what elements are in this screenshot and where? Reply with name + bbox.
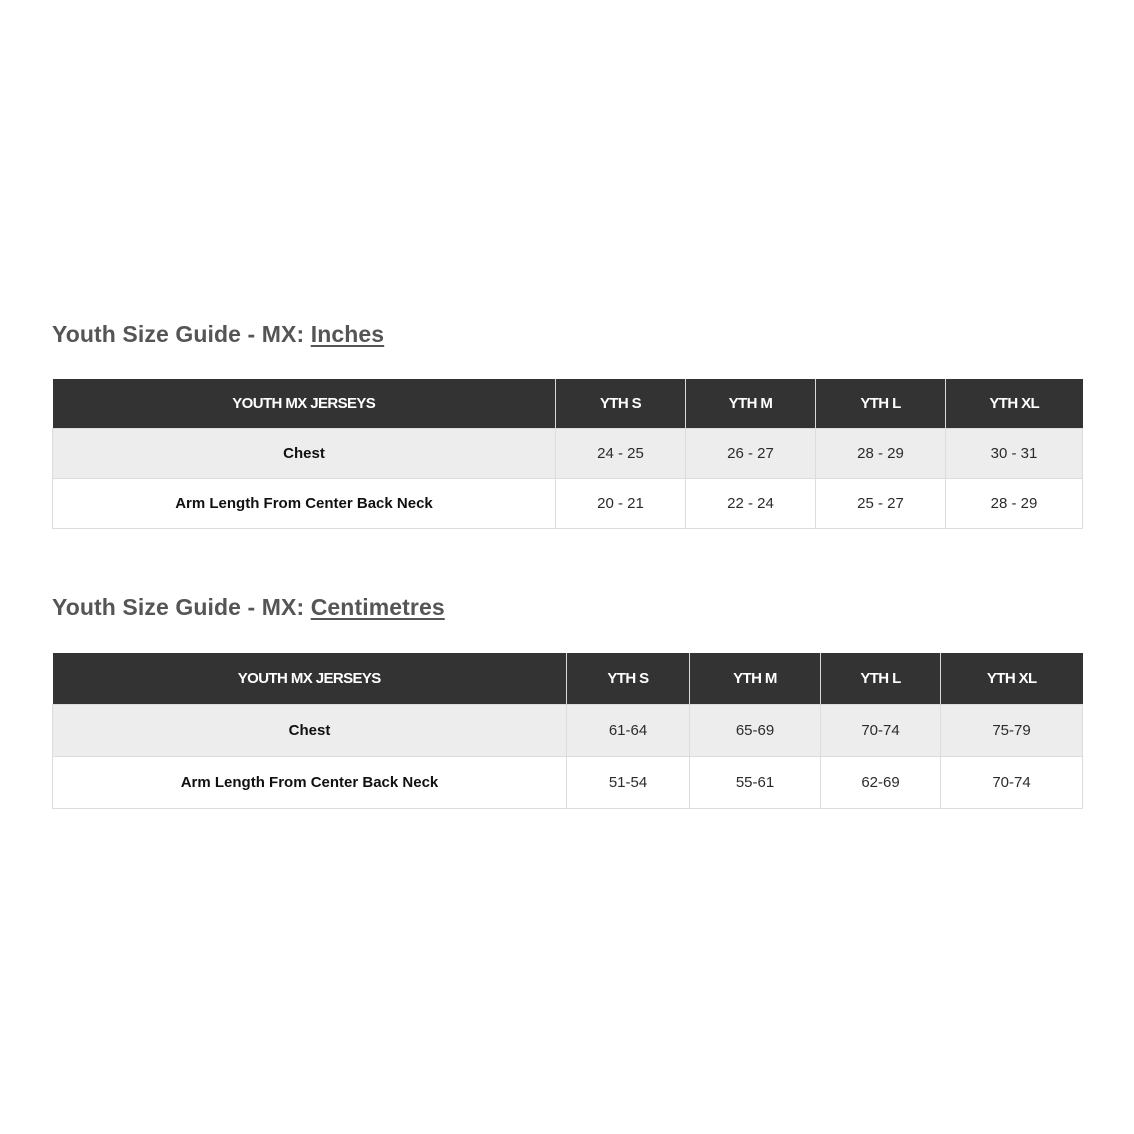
table-header-row [53, 379, 1083, 429]
table-header-row [53, 653, 1083, 705]
table-cell: 26 - 27 [686, 429, 816, 479]
centimetres-guide-title [52, 591, 1082, 623]
table-cell: 30 - 31 [946, 429, 1083, 479]
centimetres-size-table [52, 653, 1083, 809]
centimetres-title-prefix: Youth Size Guide - MX: [52, 594, 311, 620]
table-row [53, 757, 1083, 809]
table-cell: 24 - 25 [556, 429, 686, 479]
row-label: Arm Length From Center Back Neck [53, 479, 556, 529]
table-row [53, 429, 1083, 479]
row-label: Chest [53, 705, 567, 757]
table-cell: 62-69 [821, 757, 941, 809]
table-cell: 22 - 24 [686, 479, 816, 529]
table-cell: 25 - 27 [816, 479, 946, 529]
table-cell: 51-54 [567, 757, 690, 809]
table-cell: 20 - 21 [556, 479, 686, 529]
inches-guide-title [52, 318, 1082, 350]
centimetres-unit-link[interactable]: Centimetres [310, 594, 445, 620]
row-label: Arm Length From Center Back Neck [53, 757, 567, 809]
centimetres-size-guide [52, 591, 1082, 809]
inches-unit-link[interactable]: Inches [310, 321, 385, 347]
table-cell: 75-79 [941, 705, 1083, 757]
column-header: YTH S [567, 653, 690, 705]
inches-size-guide [52, 318, 1082, 529]
table-cell: 70-74 [821, 705, 941, 757]
row-label: Chest [53, 429, 556, 479]
table-cell: 55-61 [690, 757, 821, 809]
column-header: YTH XL [946, 379, 1083, 429]
column-header: YOUTH MX JERSEYS [53, 653, 567, 705]
column-header: YTH S [556, 379, 686, 429]
column-header: YTH XL [941, 653, 1083, 705]
inches-title-prefix: Youth Size Guide - MX: [52, 321, 311, 347]
table-row [53, 705, 1083, 757]
column-header: YTH M [686, 379, 816, 429]
column-header: YTH L [816, 379, 946, 429]
column-header: YOUTH MX JERSEYS [53, 379, 556, 429]
table-row [53, 479, 1083, 529]
inches-size-table [52, 379, 1083, 529]
table-cell: 28 - 29 [816, 429, 946, 479]
table-cell: 61-64 [567, 705, 690, 757]
table-cell: 70-74 [941, 757, 1083, 809]
table-cell: 65-69 [690, 705, 821, 757]
column-header: YTH L [821, 653, 941, 705]
table-cell: 28 - 29 [946, 479, 1083, 529]
column-header: YTH M [690, 653, 821, 705]
